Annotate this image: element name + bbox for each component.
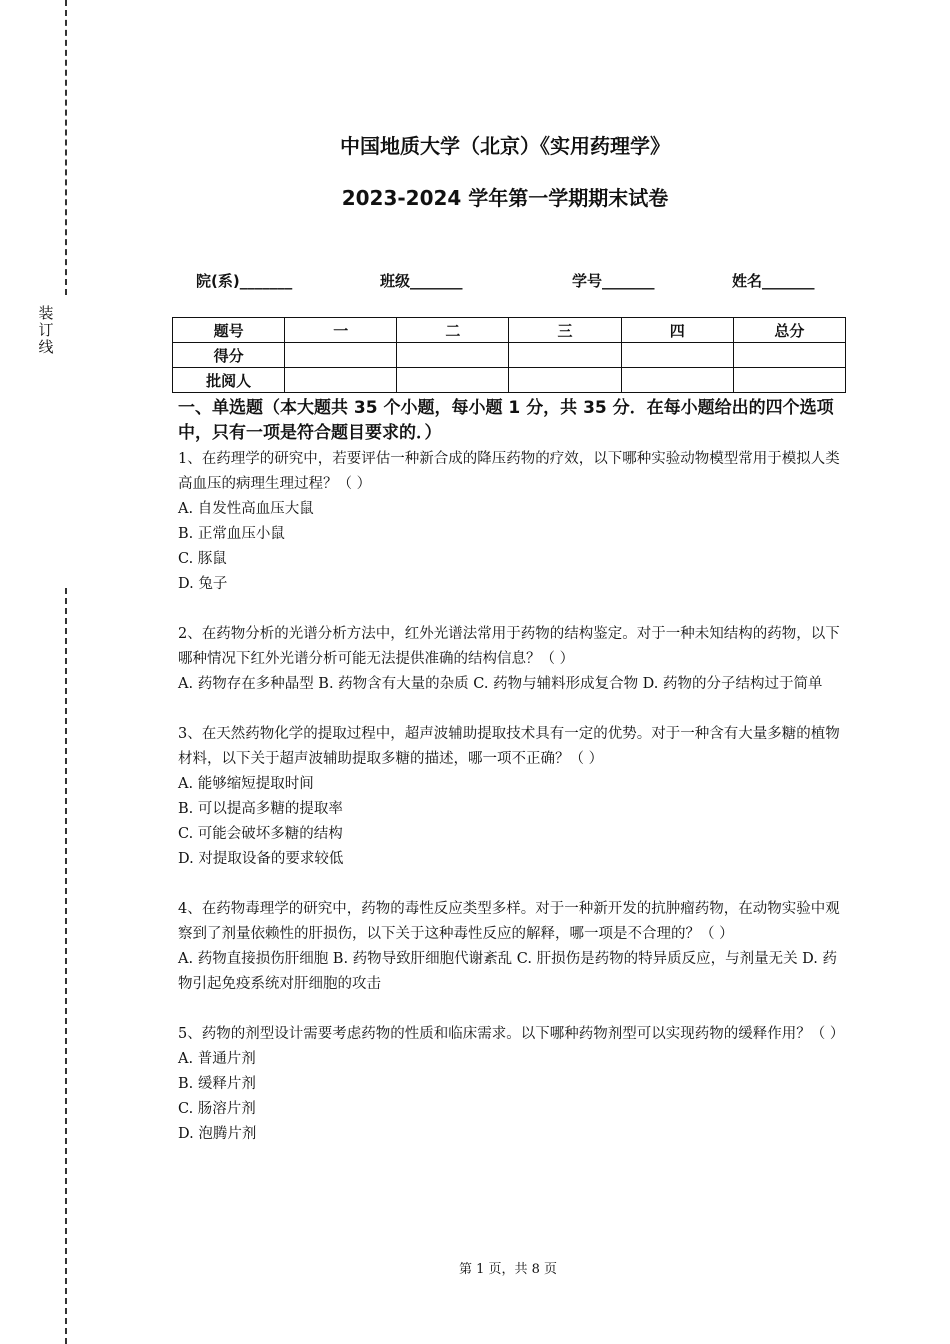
question-2 (178, 622, 840, 697)
question-3 (178, 722, 840, 872)
question-5 (178, 1022, 845, 1147)
question-stem: 1、在药理学的研究中，若要评估一种新合成的降压药物的疗效，以下哪种实验动物模型常用于模拟人类高血压的病理生理过程？（ ） (178, 451, 840, 492)
question-1 (178, 447, 840, 597)
score-table-row-label: 批阅人 (173, 368, 285, 393)
question-option: B. 可以提高多糖的提取率 (178, 801, 343, 817)
question-option: D. 泡腾片剂 (178, 1126, 257, 1142)
question-option: B. 正常血压小鼠 (178, 526, 285, 542)
grader-cell (285, 368, 397, 393)
page-number: 第 1 页，共 8 页 (458, 1262, 558, 1277)
score-table (172, 317, 846, 393)
score-table-column-header: 总分 (733, 318, 845, 343)
score-table-header-row (173, 318, 846, 343)
exam-title: 中国地质大学（北京）《实用药理学》 (340, 134, 670, 158)
question-stem: 3、在天然药物化学的提取过程中，超声波辅助提取技术具有一定的优势。对于一种含有大量多糖的植物材料，以下关于超声波辅助提取多糖的描述，哪一项不正确？（ ） (178, 726, 840, 767)
question-options-inline: A. 药物直接损伤肝细胞 B. 药物导致肝细胞代谢紊乱 C. 肝损伤是药物的特异质反应，与剂量无关 D. 药物引起免疫系统对肝细胞的攻击 (178, 951, 838, 992)
question-option: D. 兔子 (178, 576, 228, 592)
dept-field: 院(系)_______ (196, 272, 293, 290)
score-table-score-row (173, 343, 846, 368)
score-table-column-header: 一 (285, 318, 397, 343)
grader-cell (621, 368, 733, 393)
question-option: C. 豚鼠 (178, 551, 227, 567)
student-id-field: 学号_______ (572, 272, 655, 290)
question-option: D. 对提取设备的要求较低 (178, 851, 344, 867)
score-cell (285, 343, 397, 368)
question-options-inline: A. 药物存在多种晶型 B. 药物含有大量的杂质 C. 药物与辅料形成复合物 D. 药物的分子结构过于简单 (178, 676, 823, 692)
binding-label: 装订线 (38, 304, 54, 356)
exam-subtitle: 2023-2024 学年第一学期期末试卷 (341, 186, 669, 210)
class-field: 班级_______ (380, 272, 463, 290)
grader-cell (733, 368, 845, 393)
grader-cell (397, 368, 509, 393)
score-cell (397, 343, 509, 368)
score-table-column-header: 三 (509, 318, 621, 343)
score-cell (621, 343, 733, 368)
grader-cell (509, 368, 621, 393)
question-option: C. 可能会破坏多糖的结构 (178, 826, 343, 842)
question-option: A. 普通片剂 (178, 1051, 256, 1067)
score-cell (733, 343, 845, 368)
question-option: A. 自发性高血压大鼠 (178, 501, 314, 517)
binding-line-bottom (65, 588, 67, 1344)
question-option: A. 能够缩短提取时间 (178, 776, 314, 792)
question-option: B. 缓释片剂 (178, 1076, 256, 1092)
question-stem: 5、药物的剂型设计需要考虑药物的性质和临床需求。以下哪种药物剂型可以实现药物的缓释作用？（ ） (178, 1026, 845, 1042)
score-table-column-header: 二 (397, 318, 509, 343)
score-table-row-label: 题号 (173, 318, 285, 343)
score-table-grader-row (173, 368, 846, 393)
section-heading: 一、单选题（本大题共 35 个小题，每小题 1 分，共 35 分．在每小题给出的四个选项中，只有一项是符合题目要求的．） (178, 398, 834, 443)
score-cell (509, 343, 621, 368)
question-option: C. 肠溶片剂 (178, 1101, 256, 1117)
question-4 (178, 897, 840, 997)
question-stem: 2、在药物分析的光谱分析方法中，红外光谱法常用于药物的结构鉴定。对于一种未知结构的药物，以下哪种情况下红外光谱分析可能无法提供准确的结构信息？（ ） (178, 626, 840, 667)
score-table-column-header: 四 (621, 318, 733, 343)
name-field: 姓名_______ (732, 272, 815, 290)
question-stem: 4、在药物毒理学的研究中，药物的毒性反应类型多样。对于一种新开发的抗肿瘤药物，在动物实验中观察到了剂量依赖性的肝损伤，以下关于这种毒性反应的解释，哪一项是不合理的？（ ） (178, 901, 840, 942)
score-table-row-label: 得分 (173, 343, 285, 368)
exam-content (178, 396, 845, 1172)
